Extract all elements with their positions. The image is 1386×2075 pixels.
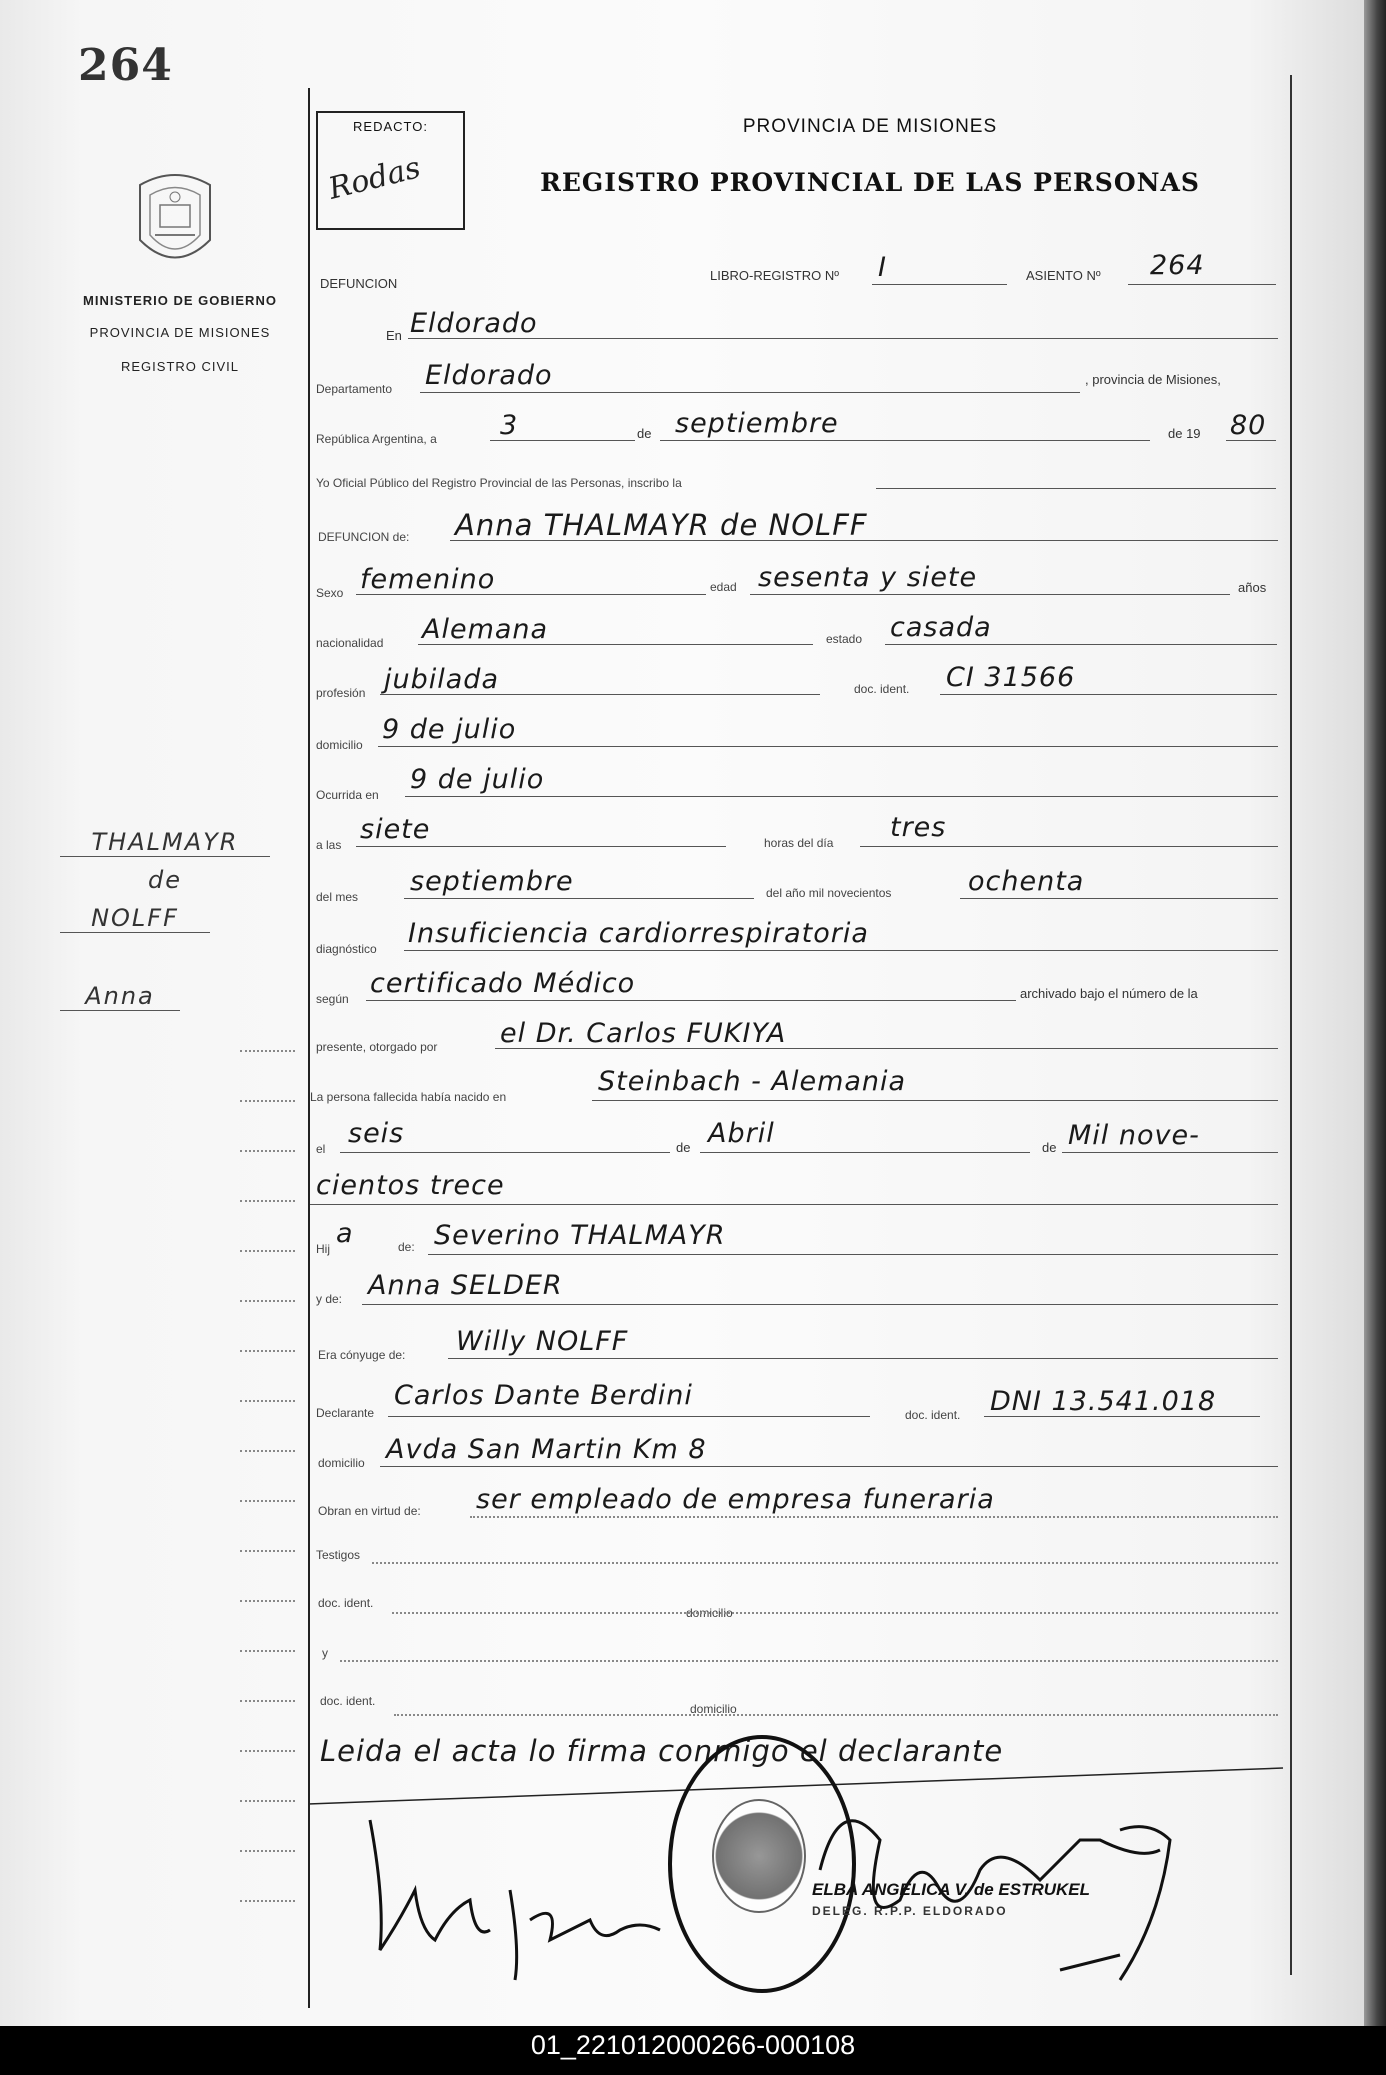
hora-value: siete xyxy=(360,814,431,845)
defuncion-de-label: DEFUNCION de: xyxy=(318,530,410,544)
provincia-label: , provincia de Misiones, xyxy=(1085,372,1221,387)
field-line xyxy=(418,644,813,645)
fecha-de19-label: de 19 xyxy=(1168,426,1201,441)
decl-doc-label: doc. ident. xyxy=(905,1408,961,1422)
field-line xyxy=(1226,440,1276,441)
nacido-label: La persona fallecida había nacido en xyxy=(310,1090,507,1104)
margin-guide xyxy=(240,1100,295,1102)
margin-guide xyxy=(240,1750,295,1752)
libro-label: LIBRO-REGISTRO Nº xyxy=(710,268,839,283)
sexo-label: Sexo xyxy=(316,586,344,600)
stamp-officer-name: ELBA ANGELICA V. de ESTRUKEL xyxy=(812,1880,1091,1899)
decl-doc-value: DNI 13.541.018 xyxy=(990,1386,1217,1417)
field-line xyxy=(378,746,1278,747)
margin-line-right xyxy=(1290,75,1292,1975)
nacido-value: Steinbach - Alemania xyxy=(598,1066,907,1097)
field-line xyxy=(380,1466,1278,1467)
asiento-label: ASIENTO Nº xyxy=(1026,268,1101,283)
field-line xyxy=(940,694,1277,695)
del-mes-label: del mes xyxy=(316,890,359,904)
testigo2-doc-label: doc. ident. xyxy=(320,1694,376,1708)
margin-given-name: Anna xyxy=(60,982,180,1011)
a-las-label: a las xyxy=(316,838,342,852)
field-line xyxy=(388,1416,870,1417)
book-binding xyxy=(1364,0,1386,2026)
margin-guide xyxy=(240,1700,295,1702)
oficial-label: Yo Oficial Público del Registro Provincial de las Personas, inscribo la xyxy=(316,476,682,490)
field-line xyxy=(470,1516,1278,1518)
field-line xyxy=(876,488,1276,489)
record-type-label: DEFUNCION xyxy=(320,276,398,291)
anios-label: años xyxy=(1238,580,1267,595)
testigo1-dom-label: domicilio xyxy=(686,1606,733,1620)
field-line xyxy=(362,1304,1278,1305)
edad-label: edad xyxy=(710,580,737,594)
testigo2-dom-label: domicilio xyxy=(690,1702,737,1716)
redacto-box xyxy=(316,111,465,230)
segun-value: certificado Médico xyxy=(370,968,636,999)
mes-muerte-value: septiembre xyxy=(410,866,574,897)
anio-mil-label: del año mil novecientos xyxy=(766,886,892,900)
page-number: 264 xyxy=(78,40,173,91)
edad-value: sesenta y siete xyxy=(758,562,978,593)
testigo1-doc-label: doc. ident. xyxy=(318,1596,374,1610)
nac-de2-label: de xyxy=(1042,1140,1057,1155)
header-province: PROVINCIA DE MISIONES xyxy=(742,116,998,137)
field-line xyxy=(490,440,635,441)
margin-guide xyxy=(240,1500,295,1502)
margin-guide xyxy=(240,1900,295,1902)
y-label: y xyxy=(322,1646,328,1660)
field-line xyxy=(885,644,1277,645)
field-line xyxy=(420,392,1080,393)
field-line xyxy=(860,846,1278,847)
hijo-suffix: a xyxy=(336,1218,354,1249)
otorgado-value: el Dr. Carlos FUKIYA xyxy=(500,1018,787,1049)
field-line xyxy=(404,898,754,899)
diagnostico-value: Insuficiencia cardiorrespiratoria xyxy=(408,918,869,949)
sexo-value: femenino xyxy=(360,564,496,595)
el-label: el xyxy=(316,1142,326,1156)
domicilio-value: 9 de julio xyxy=(382,714,517,745)
asiento-value: 264 xyxy=(1150,250,1205,281)
margin-guide xyxy=(240,1800,295,1802)
ministry-line-1: MINISTERIO DE GOBIERNO xyxy=(83,293,277,308)
field-line xyxy=(408,338,1278,339)
en-label: En xyxy=(386,328,402,343)
field-line xyxy=(428,1254,1278,1255)
field-line xyxy=(872,284,1007,285)
margin-guide xyxy=(240,1650,295,1652)
margin-guide xyxy=(240,1250,295,1252)
field-line xyxy=(404,950,1278,951)
fecha-anio: 80 xyxy=(1230,410,1267,441)
field-line xyxy=(356,846,726,847)
signatures xyxy=(340,1780,1190,2010)
margin-guide xyxy=(240,1150,295,1152)
redacto-label: REDACTO: xyxy=(353,119,428,134)
profesion-label: profesión xyxy=(316,686,366,700)
domicilio-label: domicilio xyxy=(316,738,363,752)
margin-guide xyxy=(240,1350,295,1352)
nac-anio-line2: cientos trece xyxy=(316,1170,505,1201)
margin-guide xyxy=(240,1850,295,1852)
decl-dom-value: Avda San Martin Km 8 xyxy=(386,1434,707,1465)
declarante-label: Declarante xyxy=(316,1406,375,1420)
departamento-value: Eldorado xyxy=(425,360,553,391)
ministry-line-3: REGISTRO CIVIL xyxy=(120,359,240,374)
libro-value: I xyxy=(878,252,887,283)
header-registry: REGISTRO PROVINCIAL DE LAS PERSONAS xyxy=(540,168,1200,197)
ministry-line-2: PROVINCIA DE MISIONES xyxy=(89,325,271,340)
margin-guide xyxy=(240,1050,295,1052)
field-line xyxy=(310,1204,1278,1205)
fecha-de-label: de xyxy=(637,426,652,441)
archivado-label: archivado bajo el número de la xyxy=(1020,986,1198,1001)
provincial-emblem-icon xyxy=(130,165,220,280)
field-line xyxy=(1128,284,1276,285)
field-line xyxy=(405,796,1278,797)
testigos-label: Testigos xyxy=(316,1548,361,1562)
ocurrida-label: Ocurrida en xyxy=(316,788,379,802)
margin-de: de xyxy=(148,866,182,894)
fallecido-value: Anna THALMAYR de NOLFF xyxy=(455,508,868,542)
field-line xyxy=(340,1152,670,1153)
field-line xyxy=(448,1358,1278,1359)
departamento-label: Departamento xyxy=(316,382,393,396)
nac-mes-value: Abril xyxy=(708,1118,775,1149)
anio-muerte-value: ochenta xyxy=(968,866,1085,897)
field-line xyxy=(700,1152,1030,1153)
field-line xyxy=(960,898,1278,899)
field-line xyxy=(660,440,1150,441)
margin-guide xyxy=(240,1400,295,1402)
nac-anio-line1: Mil nove- xyxy=(1068,1120,1200,1151)
field-line xyxy=(366,1000,1016,1001)
obran-value: ser empleado de empresa funeraria xyxy=(476,1484,995,1515)
diagnostico-label: diagnóstico xyxy=(316,942,377,956)
conyuge-label: Era cónyuge de: xyxy=(318,1348,406,1362)
declarante-value: Carlos Dante Berdini xyxy=(394,1380,693,1411)
redacto-signature: Rodas xyxy=(325,150,424,207)
field-line xyxy=(450,540,1278,541)
decl-dom-label: domicilio xyxy=(318,1456,365,1470)
horas-dia-label: horas del día xyxy=(764,836,834,850)
nacionalidad-value: Alemana xyxy=(422,614,549,645)
margin-guide xyxy=(240,1450,295,1452)
presente-label: presente, otorgado por xyxy=(316,1040,438,1054)
segun-label: según xyxy=(316,992,349,1006)
fecha-dia: 3 xyxy=(500,410,519,441)
margin-guide xyxy=(240,1200,295,1202)
field-line xyxy=(592,1100,1278,1101)
en-value: Eldorado xyxy=(410,308,538,339)
field-line xyxy=(1062,1152,1278,1153)
padre-value: Severino THALMAYR xyxy=(434,1220,726,1251)
profesion-value: jubilada xyxy=(384,664,499,695)
declarante-signature-icon xyxy=(370,1820,660,1980)
field-line xyxy=(984,1416,1260,1417)
nac-dia-value: seis xyxy=(348,1118,405,1149)
estado-value: casada xyxy=(890,612,992,643)
conyuge-value: Willy NOLFF xyxy=(456,1326,629,1357)
margin-surname: THALMAYR xyxy=(60,828,270,857)
hijo-label: Hij xyxy=(316,1242,330,1256)
margin-guide xyxy=(240,1600,295,1602)
field-line xyxy=(356,594,706,595)
nac-de-label: de xyxy=(676,1140,691,1155)
dia-muerte-value: tres xyxy=(890,812,947,843)
field-line xyxy=(750,594,1230,595)
republica-label: República Argentina, a xyxy=(316,432,437,446)
closing-statement: Leida el acta lo firma conmigo el declarante xyxy=(320,1734,1004,1768)
field-line xyxy=(495,1048,1278,1049)
field-line xyxy=(392,1612,1278,1614)
madre-label: y de: xyxy=(316,1292,343,1306)
margin-guide xyxy=(240,1300,295,1302)
obran-label: Obran en virtud de: xyxy=(318,1504,421,1518)
doc-value: CI 31566 xyxy=(946,662,1076,693)
footer-filename: 01_221012000266-000108 xyxy=(530,2030,856,2060)
field-line xyxy=(340,1660,1278,1662)
padre-label: de: xyxy=(398,1240,415,1254)
margin-married-name: NOLFF xyxy=(60,904,210,933)
madre-value: Anna SELDER xyxy=(368,1270,563,1301)
estado-label: estado xyxy=(826,632,863,646)
field-line xyxy=(372,1562,1278,1564)
nacionalidad-label: nacionalidad xyxy=(316,636,384,650)
stamp-officer-role: DELEG. R.P.P. ELDORADO xyxy=(812,1904,1008,1918)
doc-label: doc. ident. xyxy=(854,682,910,696)
field-line xyxy=(380,694,820,695)
ocurrida-value: 9 de julio xyxy=(410,764,545,795)
fecha-mes: septiembre xyxy=(675,408,839,439)
margin-guide xyxy=(240,1550,295,1552)
